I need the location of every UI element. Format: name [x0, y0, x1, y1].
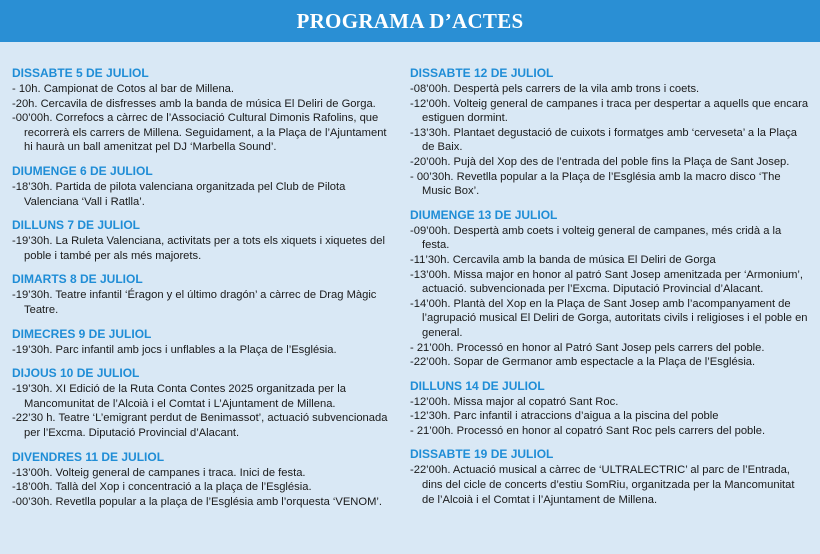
- event-entry: -19’30h. Teatre infantil ‘Éragon y el último dragón’ a càrrec de Drag Màgic Teatre.: [12, 289, 377, 316]
- event-entry: -12’00h. Missa major al copatró Sant Roc.: [410, 395, 619, 408]
- event-entry: -22’00h. Actuació musical a càrrec de ‘ULTRALECTRIC’ al parc de l’Entrada, dins del cicle de concerts d’estiu SomRiu, organitzada per la Mancomunitat de l’Alcoià i el Comtat i l’Ajuntament de Millena.: [410, 464, 795, 506]
- day-section: [12, 450, 392, 510]
- day-title: DIUMENGE 13 DE JULIOL: [410, 207, 558, 222]
- event-entry: - 21’00h. Processó en honor al Patró Sant Josep pels carrers del poble.: [410, 341, 765, 354]
- day-title: DILLUNS 7 DE JULIOL: [12, 218, 141, 233]
- event-entry: -08’00h. Despertà pels carrers de la vila amb trons i coets.: [410, 83, 700, 95]
- day-title: DIJOUS 10 DE JULIOL: [12, 366, 140, 381]
- left-column: [12, 66, 392, 518]
- day-title: DISSABTE 19 DE JULIOL: [410, 447, 554, 462]
- event-entry: -19’30h. Parc infantil amb jocs i unflables a la Plaça de l’Església.: [12, 343, 337, 356]
- day-title: DISSABTE 12 DE JULIOL: [410, 66, 554, 80]
- day-title: DIUMENGE 6 DE JULIOL: [12, 163, 153, 178]
- event-entry: -12’00h. Volteig general de campanes i traca per despertar a aquells que encara estiguen dormint.: [410, 97, 809, 125]
- day-section: [12, 66, 392, 155]
- event-entry: -00’30h. Revetlla popular a la plaça de l’Església amb l’orquesta ‘VENOM’.: [12, 495, 383, 508]
- event-entry: - 00’30h. Revetlla popular a la Plaça de l’Església amb la macro disco ‘The Music Box’.: [410, 170, 781, 198]
- event-entry: - 21’00h. Processó en honor al copatró Sant Roc pels carrers del poble.: [410, 424, 766, 437]
- event-entry: -18’30h. Partida de pilota valenciana organitzada pel Club de Pilota Valenciana ‘Vall i Ratlla’.: [12, 180, 346, 208]
- day-section: [12, 366, 392, 440]
- event-entry: -09’00h. Despertà amb coets i volteig general de campanes, més cridà a la festa.: [410, 224, 782, 252]
- day-section: [410, 66, 810, 199]
- day-section: [410, 379, 810, 439]
- day-title: DISSABTE 5 DE JULIOL: [12, 66, 149, 80]
- day-section: [12, 272, 392, 317]
- day-section: [410, 447, 810, 507]
- page-title: PROGRAMA D’ACTES: [296, 8, 524, 33]
- event-entry: -19’30h. La Ruleta Valenciana, activitats per a tots els xiquets i xiquetes del poble i també per als més majorets.: [12, 235, 385, 262]
- event-entry: -20’00h. Pujà del Xop des de l’entrada del poble fins la Plaça de Sant Josep.: [410, 155, 790, 168]
- day-section: [12, 218, 392, 263]
- event-entry: -13’00h. Volteig general de campanes i traca. Inici de festa.: [12, 466, 306, 479]
- event-entry: -14’00h. Plantà del Xop en la Plaça de Sant Josep amb l’acompanyament de l’agrupació musical El Deliri de Gorga, autoritats civils i religioses i el poble en general.: [410, 297, 808, 339]
- event-entry: -00’00h. Correfocs a càrrec de l’Associació Cultural Dimonis Rafolins, que recorrerà els carrers de Millena. Seguidament, a la Plaça de l’Ajuntament hi haurà un ball amenitzat pel DJ ‘Marbella Sound’.: [12, 112, 387, 154]
- event-entry: -13’30h. Plantaet degustació de cuixots i formatges amb ‘cerveseta’ a la Plaça de Baix.: [410, 126, 798, 154]
- event-entry: -20h. Cercavila de disfresses amb la banda de música El Deliri de Gorga.: [12, 97, 376, 110]
- event-entry: - 10h. Campionat de Cotos al bar de Millena.: [12, 83, 235, 95]
- event-entry: -19’30h. XI Edició de la Ruta Conta Contes 2025 organitzada per la Mancomunitat de l’Alcoià i el Comtat i L’Ajuntament de Millena.: [12, 383, 346, 410]
- event-entry: -22’00h. Sopar de Germanor amb espectacle a la Plaça de l’Església.: [410, 356, 756, 369]
- day-title: DIMECRES 9 DE JULIOL: [12, 326, 152, 341]
- day-title: DILLUNS 14 DE JULIOL: [410, 378, 545, 393]
- event-entry: -18’00h. Tallà del Xop i concentració a la plaça de l’Església.: [12, 481, 312, 494]
- day-title: DIVENDRES 11 DE JULIOL: [12, 449, 165, 464]
- header-banner: [0, 0, 820, 42]
- event-entry: -22’30 h. Teatre ‘L’emigrant perdut de Benimassot’, actuació subvencionada per l’Excma. Diputació Provincial d’Alacant.: [12, 412, 388, 439]
- day-title: DIMARTS 8 DE JULIOL: [12, 272, 143, 287]
- day-section: [410, 208, 810, 370]
- day-section: [12, 164, 392, 209]
- event-entry: -11’30h. Cercavila amb la banda de música El Deliri de Gorga: [410, 253, 716, 266]
- event-entry: -13’00h. Missa major en honor al patró Sant Josep amenitzada per ‘Armonium’, actuació. subvencionada per l’Excma. Diputació Provincial d’Alacant.: [410, 268, 804, 296]
- day-section: [12, 327, 392, 358]
- event-entry: -12’30h. Parc infantil i atraccions d’aigua a la piscina del poble: [410, 410, 719, 423]
- right-column: [410, 66, 810, 516]
